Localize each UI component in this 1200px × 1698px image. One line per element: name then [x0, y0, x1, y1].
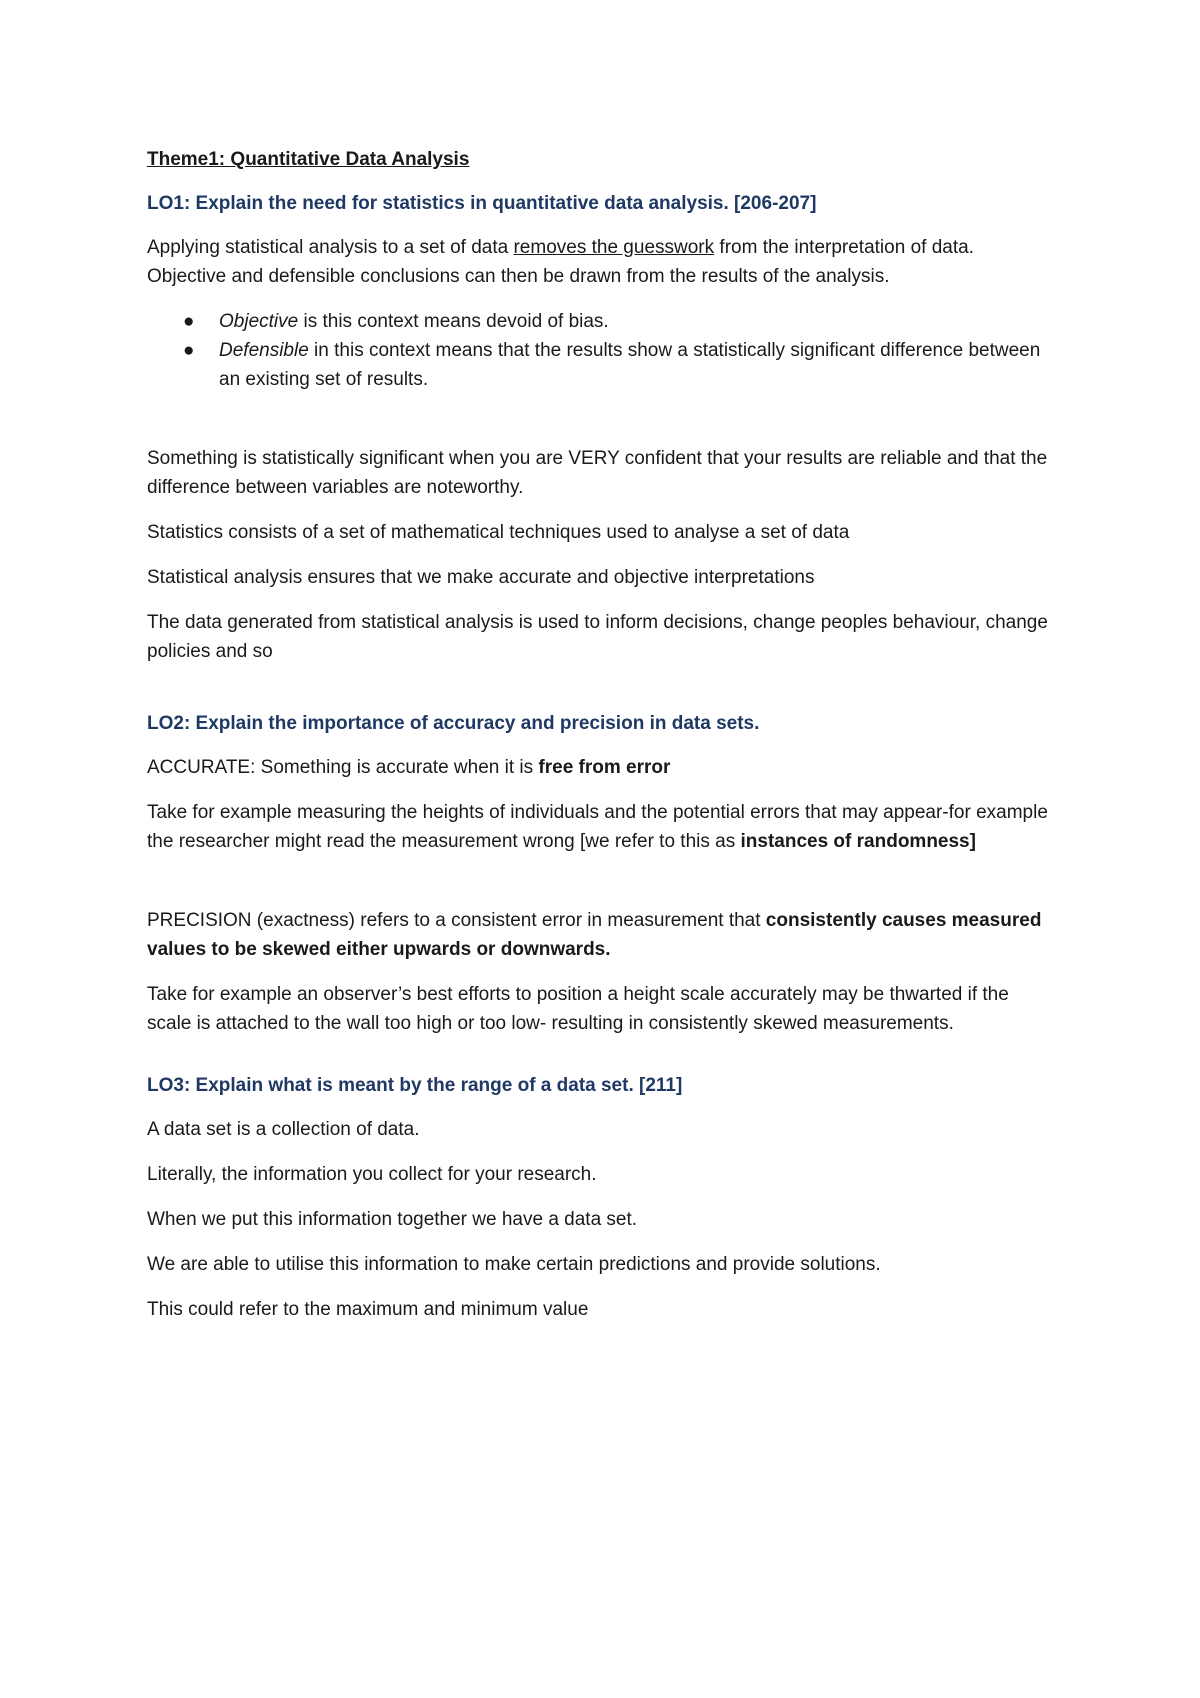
accurate-text: ACCURATE: Something is accurate when it is	[147, 757, 539, 778]
lo1-intro-text-after: from the interpretation of data. Objective and defensible conclusions can then be drawn from the results of the analysis.	[147, 237, 974, 287]
list-item	[147, 336, 1050, 394]
bullet-icon: ●	[183, 311, 195, 332]
bullet-term: Defensible	[219, 340, 309, 361]
lo1-significance-paragraph: Something is statistically significant when you are VERY confident that your results are reliable and that the difference between variables are noteworthy.	[147, 448, 1048, 498]
bullet-term: Objective	[219, 311, 299, 332]
lo3-line: When we put this information together we have a data set.	[147, 1209, 638, 1230]
lo1-section	[147, 192, 1050, 666]
lo2-example2-paragraph: Take for example an observer’s best efforts to position a height scale accurately may be thwarted if the scale is attached to the wall too high or too low- resulting in consistently skewed measurements.	[147, 984, 1009, 1034]
lo1-heading: LO1: Explain the need for statistics in quantitative data analysis. [206-207]	[147, 193, 817, 214]
bullet-text: is this context means devoid of bias.	[298, 311, 609, 332]
bullet-text: in this context means that the results show a statistically significant difference between an existing set of results.	[219, 340, 1041, 390]
example1-bold: instances of randomness]	[740, 831, 976, 852]
lo3-section	[147, 1074, 1050, 1324]
lo2-section	[147, 712, 1050, 1038]
lo3-heading: LO3: Explain what is meant by the range of a data set. [211]	[147, 1075, 683, 1096]
lo1-intro-text-before: Applying statistical analysis to a set of data	[147, 237, 514, 258]
document-title: Theme1: Quantitative Data Analysis	[147, 149, 470, 170]
precision-bold: consistently causes measured values to be skewed either upwards or downwards.	[147, 910, 1042, 960]
lo3-line: A data set is a collection of data.	[147, 1119, 420, 1140]
precision-text: PRECISION (exactness) refers to a consistent error in measurement that	[147, 910, 766, 931]
lo3-line: We are able to utilise this information to make certain predictions and provide solutions.	[147, 1254, 881, 1275]
lo1-statistics-definition: Statistics consists of a set of mathematical techniques used to analyse a set of data	[147, 522, 850, 543]
lo2-precision-paragraph	[147, 906, 1050, 964]
list-item	[147, 307, 1050, 336]
lo1-intro-underlined: removes the guesswork	[513, 237, 715, 258]
lo1-intro-paragraph	[147, 233, 1050, 291]
example1-text: Take for example measuring the heights of individuals and the potential errors that may appear-for example the researcher might read the measurement wrong [we refer to this as	[147, 802, 1048, 852]
lo2-example1-paragraph	[147, 798, 1050, 856]
lo2-accurate-paragraph	[147, 753, 1050, 782]
bullet-icon: ●	[183, 340, 195, 361]
lo1-bullet-list	[147, 307, 1050, 394]
lo3-line: Literally, the information you collect for your research.	[147, 1164, 597, 1185]
lo1-analysis-paragraph: Statistical analysis ensures that we make accurate and objective interpretations	[147, 567, 815, 588]
lo1-decisions-paragraph: The data generated from statistical analysis is used to inform decisions, change peoples behaviour, change policies and so	[147, 612, 1048, 662]
lo3-line: This could refer to the maximum and minimum value	[147, 1299, 589, 1320]
lo2-heading: LO2: Explain the importance of accuracy and precision in data sets.	[147, 713, 760, 734]
accurate-bold: free from error	[538, 757, 671, 778]
